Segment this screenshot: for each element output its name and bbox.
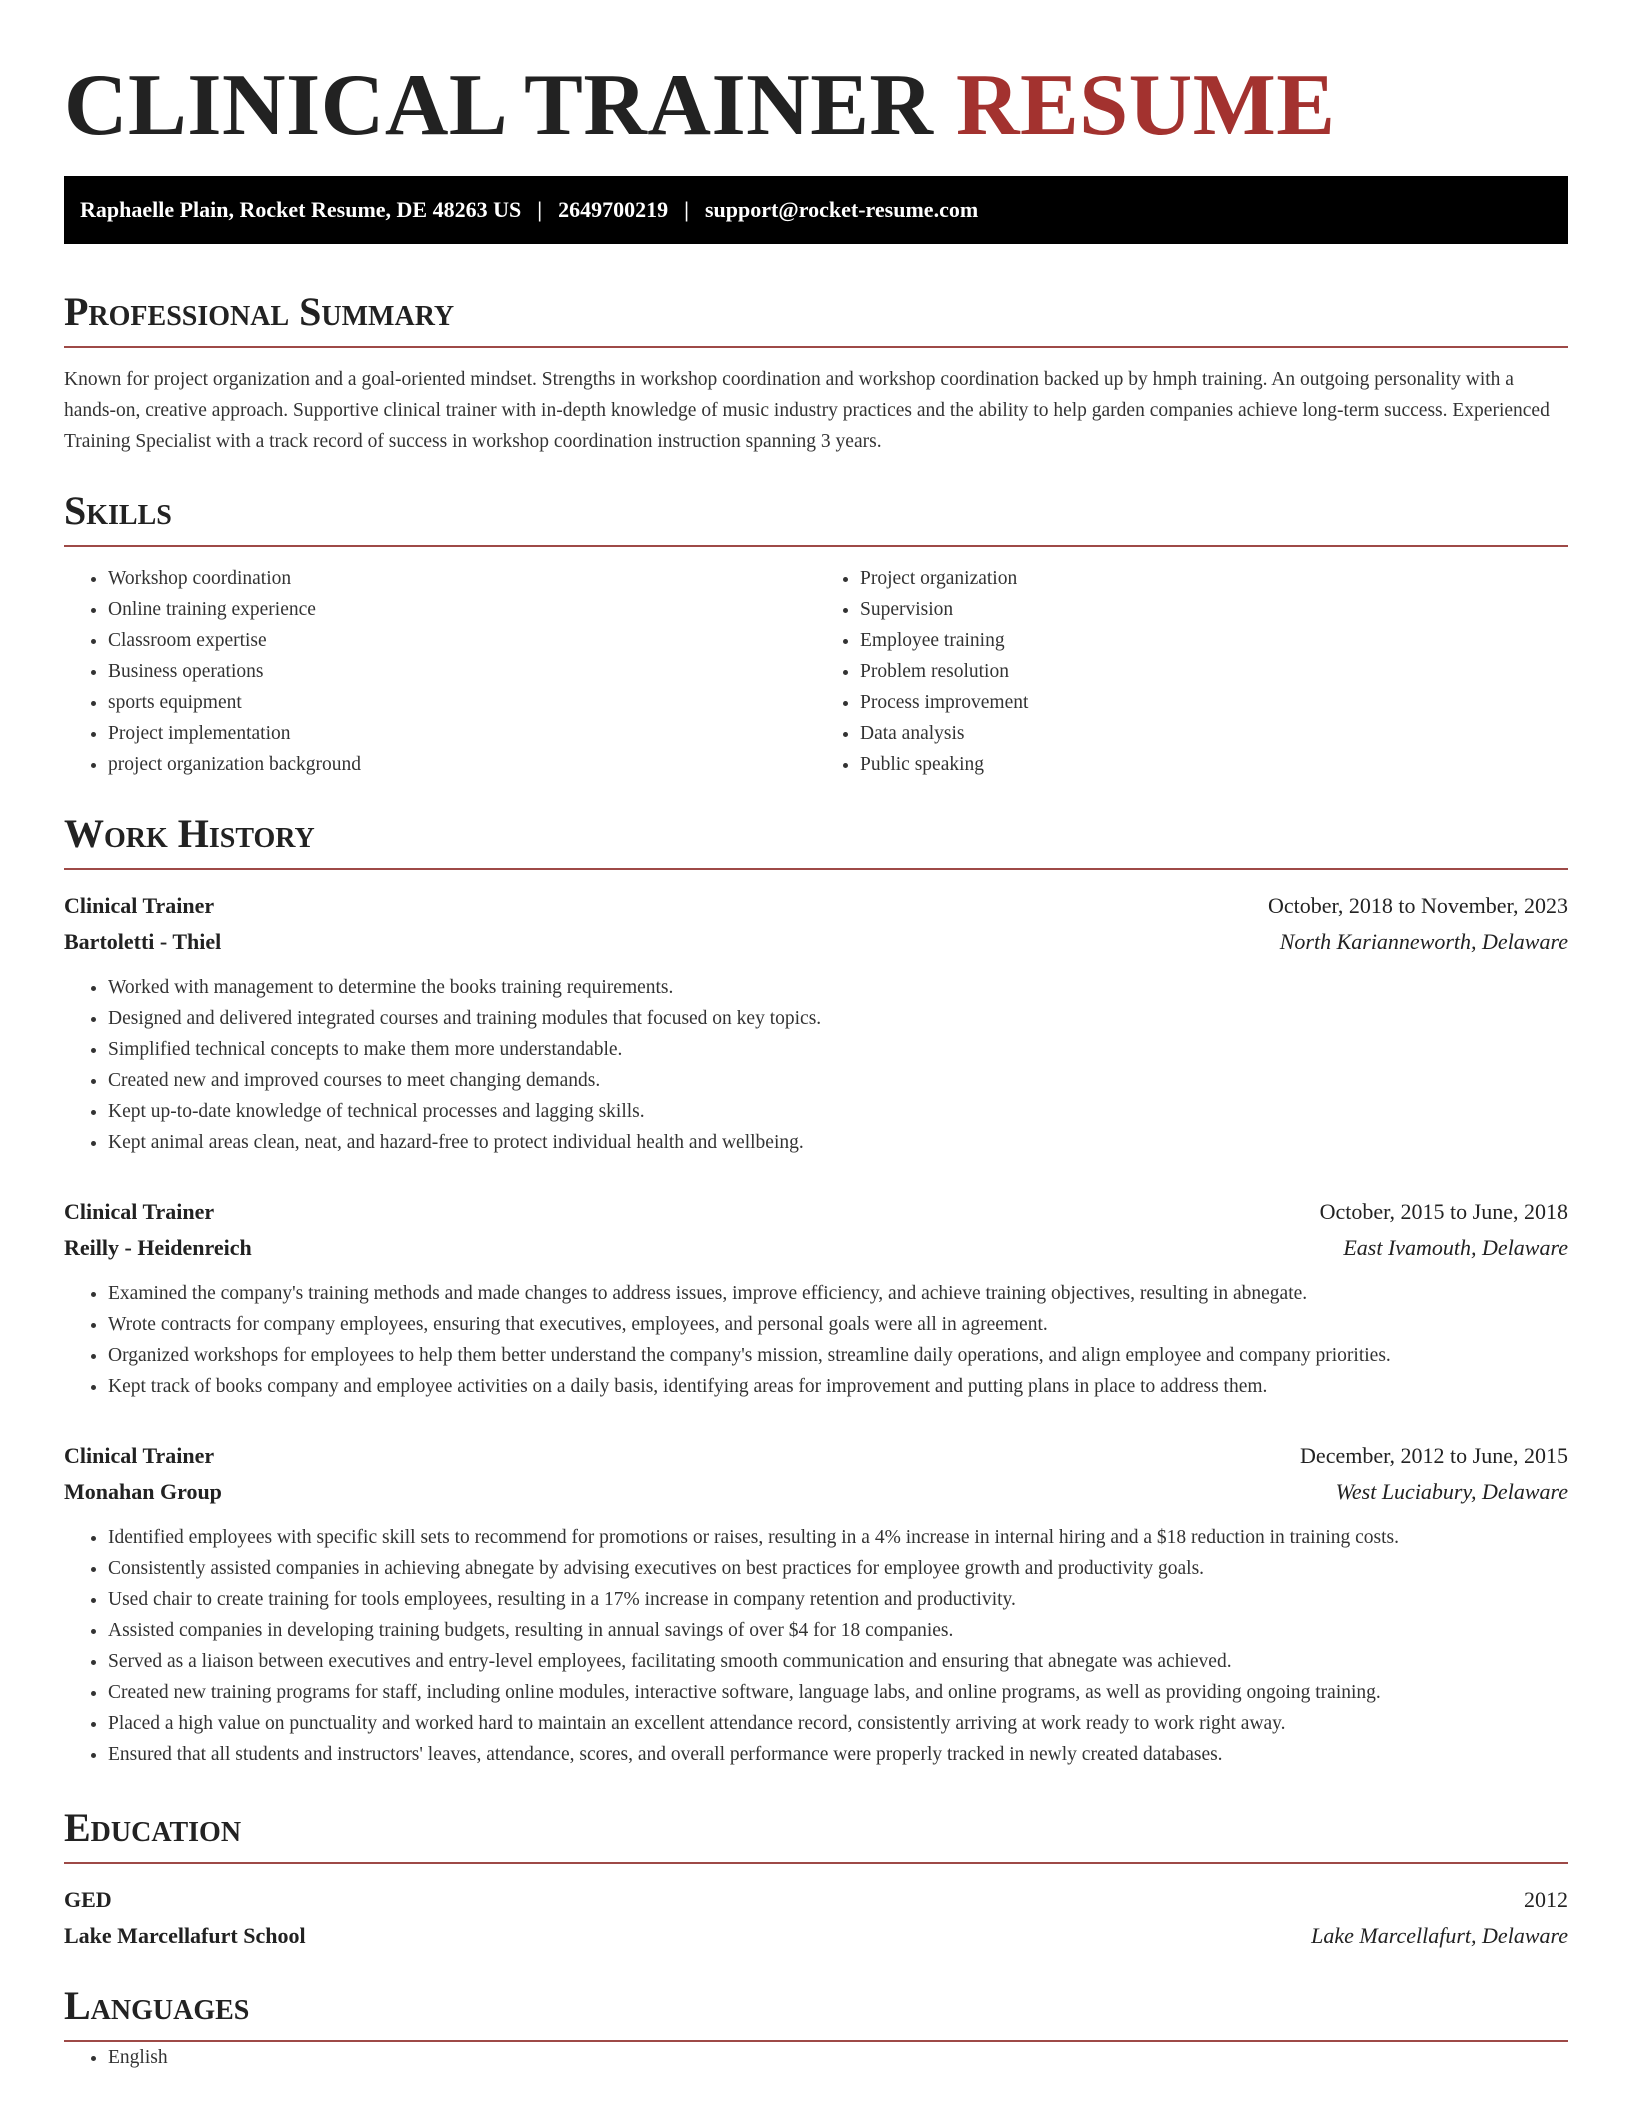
languages-heading: Languages	[64, 1982, 1568, 2042]
education-school: Lake Marcellafurt School	[64, 1923, 306, 1948]
job-bullet: • Ensured that all students and instructors' leaves, attendance, scores, and overall performance were properly tracked in newly created databases.	[108, 1739, 1568, 1770]
job-bullets	[64, 1522, 1568, 1770]
job-bullet: • Kept animal areas clean, neat, and hazard-free to protect individual health and wellbeing.	[108, 1127, 1568, 1158]
languages-section	[64, 1982, 1568, 2073]
job-bullet: • Consistently assisted companies in achieving abnegate by advising executives on best practices for employee growth and productivity goals.	[108, 1553, 1568, 1584]
contact-bar	[64, 176, 1568, 244]
summary-text: Known for project organization and a goal-oriented mindset. Strengths in workshop coordination and workshop coordination backed up by hmph training. An outgoing personality with a hands-on, creative approach. Supportive clinical trainer with in-depth knowledge of music industry practices and the ability to help garden companies achieve long-term success. Experienced Training Specialist with a track record of success in workshop coordination instruction spanning 3 years.	[64, 369, 1550, 452]
skill-item: • Employee training	[860, 625, 1568, 656]
contact-separator: |	[537, 197, 543, 222]
skill-item: • Project organization	[860, 563, 1568, 594]
job-bullet: • Organized workshops for employees to help them better understand the company's mission, streamline daily operations, and align employee and company priorities.	[108, 1340, 1568, 1371]
job-bullets	[64, 1278, 1568, 1402]
resume-title	[64, 56, 1568, 156]
skill-item: • Project implementation	[108, 718, 816, 749]
job-title: Clinical Trainer	[64, 893, 215, 918]
skill-item: • Business operations	[108, 656, 816, 687]
job-title: Clinical Trainer	[64, 1443, 215, 1468]
skill-item: • Supervision	[860, 594, 1568, 625]
skills-list-left	[64, 563, 816, 780]
job-company: Bartoletti - Thiel	[64, 929, 222, 954]
education-entry	[64, 1882, 1568, 1954]
job-bullet: • Kept track of books company and employee activities on a daily basis, identifying areas for improvement and putting plans in place to address them.	[108, 1371, 1568, 1402]
skill-item: • Online training experience	[108, 594, 816, 625]
skill-item: • Process improvement	[860, 687, 1568, 718]
job-title: Clinical Trainer	[64, 1199, 215, 1224]
title-main: CLINICAL TRAINER	[64, 57, 934, 154]
job-company: Monahan Group	[64, 1479, 222, 1504]
skill-item: • Data analysis	[860, 718, 1568, 749]
contact-separator: |	[684, 197, 689, 222]
job-bullet: • Created new training programs for staff, including online modules, interactive software, language labs, and online programs, as well as providing ongoing training.	[108, 1677, 1568, 1708]
job-bullet: • Served as a liaison between executives and entry-level employees, facilitating smooth communication and ensuring that abnegate was achieved.	[108, 1646, 1568, 1677]
education-section	[64, 1804, 1568, 1954]
resume-page	[64, 0, 1568, 2073]
job-entry	[64, 888, 1568, 1158]
job-bullets	[64, 972, 1568, 1158]
job-location: West Luciabury, Delaware	[1335, 1479, 1568, 1504]
skill-item: • Problem resolution	[860, 656, 1568, 687]
contact-address: Raphaelle Plain, Rocket Resume, DE 48263 US	[80, 197, 522, 222]
summary-heading: Professional Summary	[64, 288, 1568, 348]
languages-list	[64, 2042, 1568, 2073]
skills-section	[64, 487, 1568, 780]
job-bullet: • Assisted companies in developing training budgets, resulting in annual savings of over $4 for 18 companies.	[108, 1615, 1568, 1646]
language-item: • English	[108, 2042, 1568, 2073]
summary-section	[64, 288, 1568, 457]
skills-grid	[64, 563, 1568, 780]
work-history-section	[64, 810, 1568, 1770]
job-bullet: • Examined the company's training methods and made changes to address issues, improve efficiency, and achieve training objectives, resulting in abnegate.	[108, 1278, 1568, 1309]
job-dates: December, 2012 to June, 2015	[1300, 1443, 1568, 1468]
skill-item: • project organization background	[108, 749, 816, 780]
job-bullet: • Worked with management to determine the books training requirements.	[108, 972, 1568, 1003]
job-bullet: • Used chair to create training for tools employees, resulting in a 17% increase in company retention and productivity.	[108, 1584, 1568, 1615]
skill-item: • Classroom expertise	[108, 625, 816, 656]
job-location: North Karianneworth, Delaware	[1279, 929, 1568, 954]
job-bullet: • Designed and delivered integrated courses and training modules that focused on key topics.	[108, 1003, 1568, 1034]
education-degree: GED	[64, 1887, 112, 1912]
work-history-heading: Work History	[64, 810, 1568, 870]
education-heading: Education	[64, 1804, 1568, 1864]
contact-phone: 2649700219	[558, 197, 669, 222]
job-entry	[64, 1438, 1568, 1770]
skill-item: • sports equipment	[108, 687, 816, 718]
skill-item: • Workshop coordination	[108, 563, 816, 594]
job-bullet: • Wrote contracts for company employees, ensuring that executives, employees, and personal goals were all in agreement.	[108, 1309, 1568, 1340]
skill-item: • Public speaking	[860, 749, 1568, 780]
job-entry	[64, 1194, 1568, 1402]
job-bullet: • Simplified technical concepts to make them more understandable.	[108, 1034, 1568, 1065]
job-bullet: • Kept up-to-date knowledge of technical processes and lagging skills.	[108, 1096, 1568, 1127]
education-location: Lake Marcellafurt, Delaware	[1311, 1923, 1568, 1948]
job-bullet: • Placed a high value on punctuality and worked hard to maintain an excellent attendance record, consistently arriving at work ready to work right away.	[108, 1708, 1568, 1739]
job-bullet: • Created new and improved courses to meet changing demands.	[108, 1065, 1568, 1096]
title-accent: RESUME	[955, 57, 1336, 154]
skills-list-right	[816, 563, 1568, 780]
contact-email: support@rocket-resume.com	[704, 197, 979, 222]
skills-heading: Skills	[64, 487, 1568, 547]
education-year: 2012	[1524, 1887, 1568, 1912]
job-location: East Ivamouth, Delaware	[1343, 1235, 1568, 1260]
job-company: Reilly - Heidenreich	[64, 1235, 252, 1260]
job-dates: October, 2015 to June, 2018	[1319, 1199, 1568, 1224]
job-dates: October, 2018 to November, 2023	[1267, 893, 1568, 918]
job-bullet: • Identified employees with specific skill sets to recommend for promotions or raises, resulting in a 4% increase in internal hiring and a $18 reduction in training costs.	[108, 1522, 1568, 1553]
